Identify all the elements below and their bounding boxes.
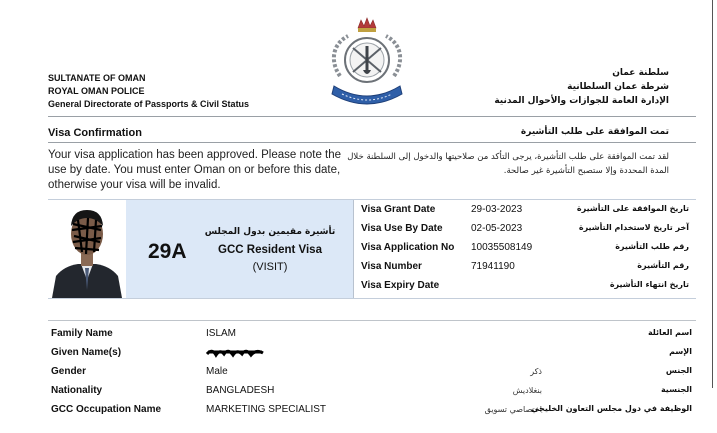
personal-details-table xyxy=(48,324,696,422)
visa-details-table xyxy=(353,200,697,298)
visa-row-label-ar: رقم طلب التأشيرة xyxy=(615,242,689,251)
personal-row-value-ar: اختصاصي تسويق xyxy=(484,405,542,414)
personal-row-label: Family Name xyxy=(51,328,113,339)
visa-name-ar: تأشيرة مقيمين بدول المجلس xyxy=(204,227,336,237)
personal-row xyxy=(48,324,696,343)
visa-row-label: Visa Use By Date xyxy=(361,223,443,234)
visa-name: GCC Resident Visa xyxy=(218,244,322,256)
header-arabic xyxy=(494,66,669,108)
header-divider xyxy=(48,116,696,117)
visa-row-value: 29-03-2023 xyxy=(471,204,523,215)
visa-type-code: 29A xyxy=(148,240,187,263)
visa-row xyxy=(354,257,697,276)
visa-row-label: Visa Application No xyxy=(361,242,455,253)
personal-row-value-ar: ذكر xyxy=(530,367,542,376)
header-ar-line-3: الإدارة العامة للجوازات والأحوال المدنية xyxy=(494,96,669,106)
visa-row-label: Visa Grant Date xyxy=(361,204,436,215)
personal-row-label-ar: الإسم xyxy=(669,347,692,356)
visa-summary xyxy=(48,199,696,299)
personal-row xyxy=(48,362,696,381)
personal-row-value-ar: بنغلاديش xyxy=(512,386,542,395)
visa-row xyxy=(354,238,697,257)
personal-row-label-ar: اسم العائلة xyxy=(647,328,692,337)
personal-row-label: Nationality xyxy=(51,385,103,396)
applicant-photo xyxy=(48,200,126,298)
header-ar-line-2: شرطة عمان السلطانية xyxy=(567,82,669,92)
visa-row-value: 71941190 xyxy=(471,261,515,272)
visa-row xyxy=(354,200,697,219)
royal-oman-police-emblem xyxy=(322,14,412,114)
header-english xyxy=(48,72,249,111)
personal-row xyxy=(48,381,696,400)
personal-row-label-ar: الجنس xyxy=(665,366,692,375)
visa-subtype: (VISIT) xyxy=(252,261,288,273)
confirmation-title: Visa Confirmation xyxy=(48,127,142,139)
header-line-2: ROYAL OMAN POLICE xyxy=(48,86,145,96)
header-line-1: SULTANATE OF OMAN xyxy=(48,73,146,83)
visa-row-label: Visa Expiry Date xyxy=(361,280,440,291)
confirmation-title-ar: تمت الموافقة على طلب التأشيرة xyxy=(520,127,669,137)
visa-row-label-ar: آخر تاريخ لاستخدام التأشيرة xyxy=(578,223,689,232)
visa-row xyxy=(354,219,697,238)
visa-row-value: 10035508149 xyxy=(471,242,533,253)
visa-row-value: 02-05-2023 xyxy=(471,223,523,234)
visa-row-label: Visa Number xyxy=(361,261,422,272)
personal-row xyxy=(48,343,696,362)
personal-row-value: MARKETING SPECIALIST xyxy=(206,404,327,415)
header-ar-line-1: سلطنة عمان xyxy=(612,68,669,78)
personal-row-label: Gender xyxy=(51,366,87,377)
personal-row-label-ar: الوظيفة في دول مجلس التعاون الخليجي xyxy=(531,404,692,413)
personal-row-value: ISLAM xyxy=(206,328,237,339)
personal-row-value: Male xyxy=(206,366,228,377)
visa-row-label-ar: تاريخ الموافقة على التأشيرة xyxy=(576,204,689,213)
redaction-scribble xyxy=(206,347,264,359)
personal-row-value: BANGLADESH xyxy=(206,385,275,396)
visa-row xyxy=(354,276,697,295)
confirmation-divider xyxy=(48,142,696,143)
personal-row-label-ar: الجنسية xyxy=(660,385,692,394)
confirmation-text-ar: لقد تمت الموافقة على طلب التأشيرة، يرجى التأكد من صلاحيتها والدخول إلى السلطنة خلال المدة المحددة وإلا ستصبح التأشيرة غير صالحة. xyxy=(347,152,669,176)
visa-row-label-ar: تاريخ انتهاء التأشيرة xyxy=(609,280,689,289)
personal-row xyxy=(48,400,696,419)
page-edge-line xyxy=(712,0,713,388)
personal-top-divider xyxy=(48,320,696,321)
personal-row-label: GCC Occupation Name xyxy=(51,404,162,415)
personal-row-label: Given Name(s) xyxy=(51,347,122,358)
confirmation-text: Your visa application has been approved. Please note the use by date. You must enter Oman on or before this date, otherwise your visa will be invalid. xyxy=(48,149,342,191)
header-line-3: General Directorate of Passports & Civil Status xyxy=(48,99,250,109)
visa-row-label-ar: رقم التأشيرة xyxy=(637,261,689,270)
